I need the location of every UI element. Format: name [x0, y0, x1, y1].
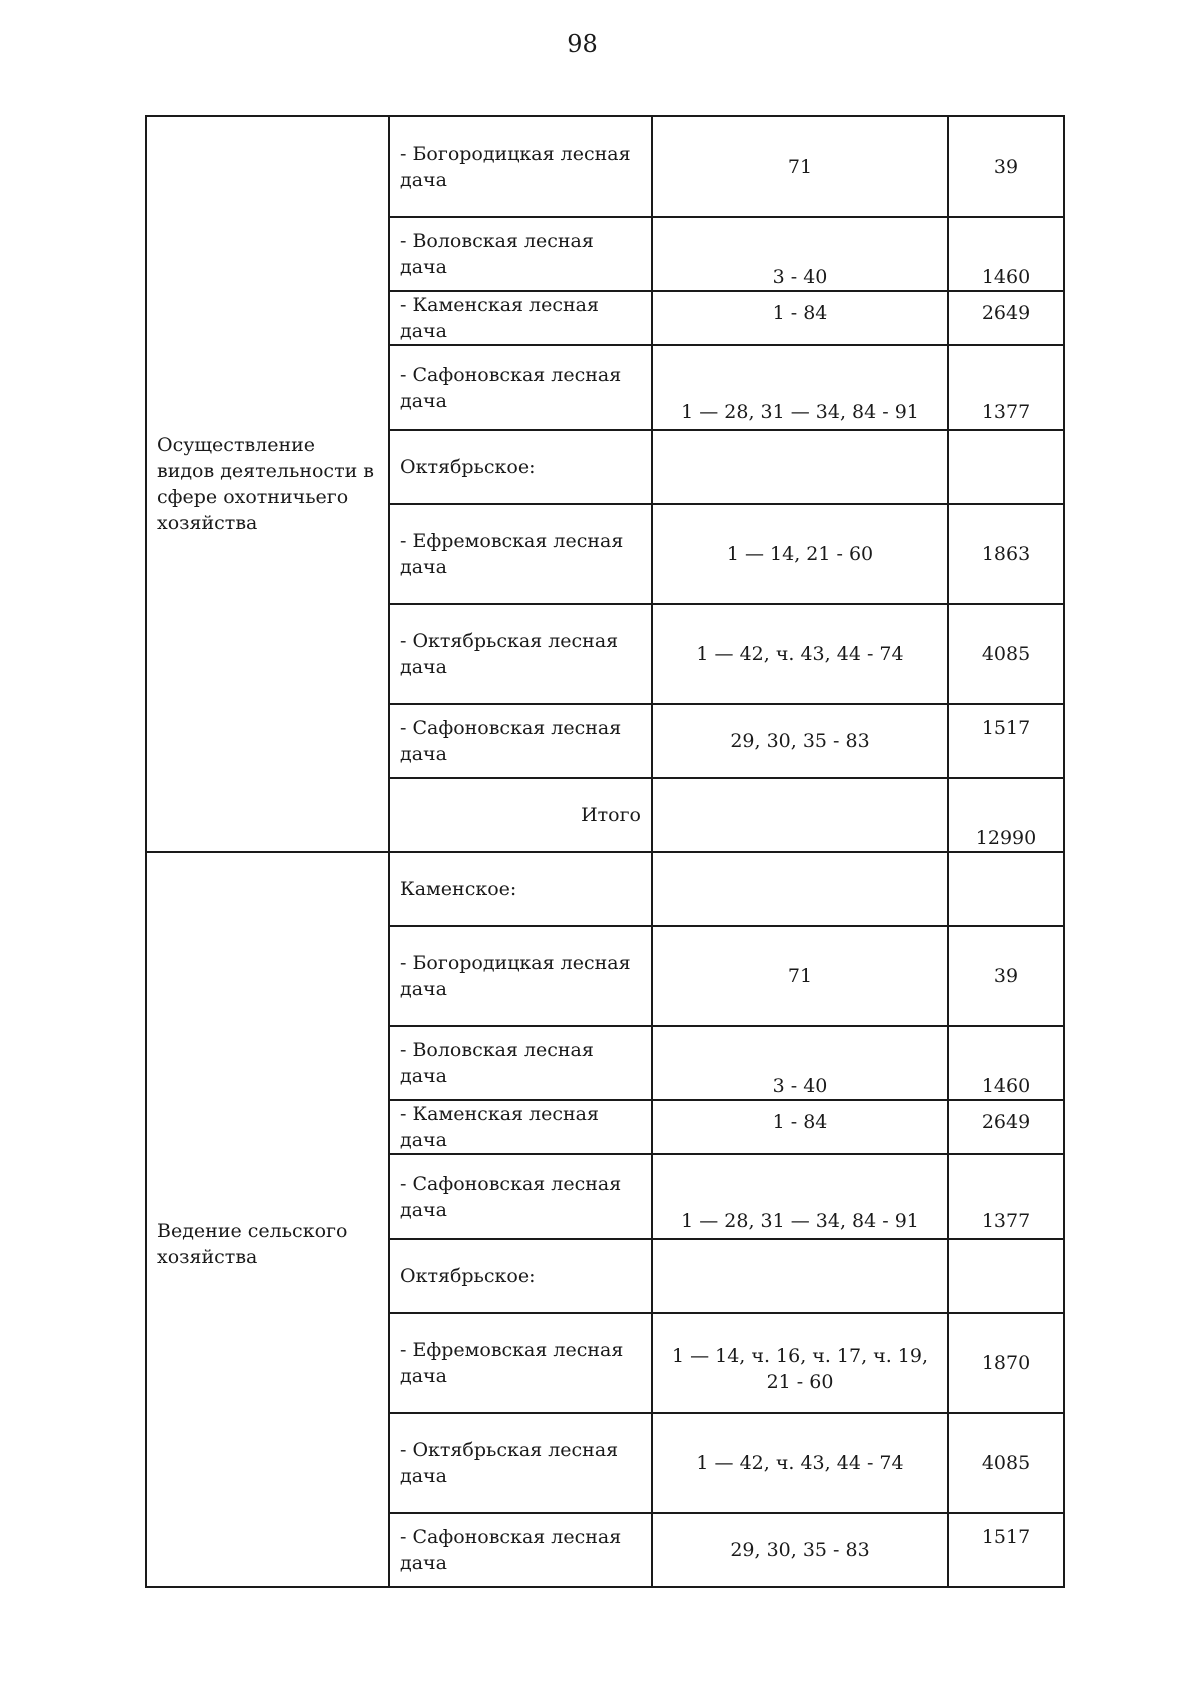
area-cell	[948, 852, 1064, 926]
quarters-cell	[652, 852, 948, 926]
quarters-cell: 71	[652, 926, 948, 1026]
area-cell: 1517	[948, 704, 1064, 778]
forest-name-cell: - Богородицкая лесная дача	[389, 116, 652, 217]
area-cell: 1377	[948, 345, 1064, 430]
quarters-cell	[652, 430, 948, 504]
quarters-cell: 3 - 40	[652, 1026, 948, 1100]
quarters-cell: 1 - 84	[652, 1100, 948, 1154]
forest-name-cell: - Воловская лесная дача	[389, 217, 652, 291]
quarters-cell: 1 - 84	[652, 291, 948, 345]
subheading-cell: Октябрьское:	[389, 430, 652, 504]
quarters-cell: 1 — 28, 31 — 34, 84 - 91	[652, 1154, 948, 1239]
quarters-cell	[652, 1239, 948, 1313]
quarters-cell: 1 — 14, 21 - 60	[652, 504, 948, 604]
forest-name-cell: - Сафоновская лесная дача	[389, 704, 652, 778]
quarters-cell: 1 — 14, ч. 16, ч. 17, ч. 19, 21 - 60	[652, 1313, 948, 1413]
area-cell: 4085	[948, 1413, 1064, 1513]
area-cell	[948, 1239, 1064, 1313]
forest-name-cell: - Сафоновская лесная дача	[389, 1154, 652, 1239]
quarters-cell: 1 — 42, ч. 43, 44 - 74	[652, 604, 948, 704]
forest-name-cell: - Октябрьская лесная дача	[389, 604, 652, 704]
area-cell: 2649	[948, 1100, 1064, 1154]
forest-name-cell: - Воловская лесная дача	[389, 1026, 652, 1100]
subheading-cell: Каменское:	[389, 852, 652, 926]
subheading-cell: Октябрьское:	[389, 1239, 652, 1313]
area-cell: 1460	[948, 217, 1064, 291]
quarters-cell: 1 — 28, 31 — 34, 84 - 91	[652, 345, 948, 430]
forest-name-cell: - Ефремовская лесная дача	[389, 1313, 652, 1413]
forest-name-cell: - Каменская лесная дача	[389, 291, 652, 345]
forest-areas-table	[145, 115, 1065, 1588]
area-cell: 1870	[948, 1313, 1064, 1413]
total-label: Итого	[389, 778, 652, 852]
area-cell: 2649	[948, 291, 1064, 345]
area-cell: 1517	[948, 1513, 1064, 1587]
area-cell: 1863	[948, 504, 1064, 604]
total-value: 12990	[948, 778, 1064, 852]
quarters-cell: 1 — 42, ч. 43, 44 - 74	[652, 1413, 948, 1513]
area-cell: 39	[948, 926, 1064, 1026]
table-row	[146, 116, 1064, 217]
forest-name-cell: - Октябрьская лесная дача	[389, 1413, 652, 1513]
forest-name-cell: - Сафоновская лесная дача	[389, 1513, 652, 1587]
table-row	[146, 852, 1064, 926]
page-number: 98	[567, 30, 598, 58]
quarters-cell	[652, 778, 948, 852]
area-cell	[948, 430, 1064, 504]
quarters-cell: 29, 30, 35 - 83	[652, 704, 948, 778]
activity-cell: Осуществление видов деятельности в сфере охотничьего хозяйства	[146, 116, 389, 852]
quarters-cell: 29, 30, 35 - 83	[652, 1513, 948, 1587]
area-cell: 1460	[948, 1026, 1064, 1100]
forest-name-cell: - Каменская лесная дача	[389, 1100, 652, 1154]
forest-name-cell: - Богородицкая лесная дача	[389, 926, 652, 1026]
activity-cell: Ведение сельского хозяйства	[146, 852, 389, 1587]
forest-name-cell: - Ефремовская лесная дача	[389, 504, 652, 604]
area-cell: 1377	[948, 1154, 1064, 1239]
quarters-cell: 71	[652, 116, 948, 217]
area-cell: 39	[948, 116, 1064, 217]
quarters-cell: 3 - 40	[652, 217, 948, 291]
forest-name-cell: - Сафоновская лесная дача	[389, 345, 652, 430]
area-cell: 4085	[948, 604, 1064, 704]
